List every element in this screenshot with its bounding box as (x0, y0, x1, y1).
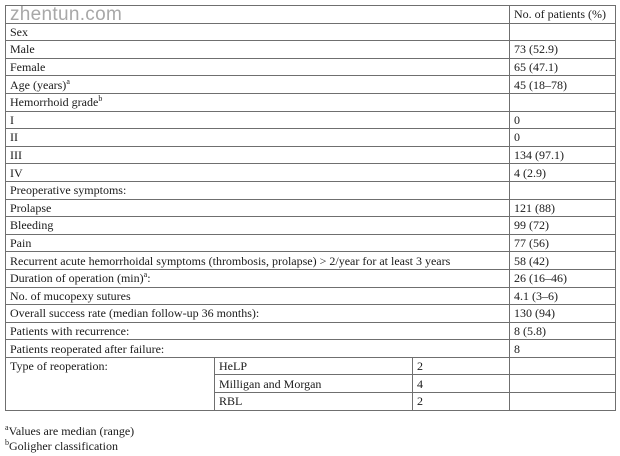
row-label: Overall success rate (median follow-up 36 months): (6, 305, 510, 323)
table-row (6, 41, 616, 59)
footnote-text: Goligher classification (9, 439, 118, 453)
row-label (6, 269, 510, 287)
row-label: III (6, 146, 510, 164)
reoperation-count: 2 (413, 357, 510, 375)
row-label: I (6, 111, 510, 129)
row-label: Patients reoperated after failure: (6, 340, 510, 358)
row-value: 8 (510, 340, 616, 358)
row-value: 77 (56) (510, 234, 616, 252)
table-row (6, 93, 616, 111)
table-row (6, 129, 616, 147)
label-text: Duration of operation (min) (10, 271, 144, 286)
footnote-text: Values are median (range) (8, 424, 135, 438)
table-row (6, 269, 616, 287)
row-value (510, 23, 616, 41)
reoperation-type: Milligan and Morgan (215, 375, 413, 393)
row-value: 58 (42) (510, 252, 616, 270)
row-value: 0 (510, 111, 616, 129)
table-header-row (6, 6, 616, 24)
empty-cell (510, 357, 616, 375)
header-value-cell: No. of patients (%) (510, 6, 616, 24)
footnote-mark: a (143, 270, 148, 280)
table-row (6, 217, 616, 235)
row-label: Patients with recurrence: (6, 322, 510, 340)
row-label (6, 76, 510, 94)
watermark: zhentun.com (10, 4, 123, 25)
footnote-mark: b (5, 438, 9, 447)
label-text: Age (years) (10, 77, 67, 92)
table-row (6, 76, 616, 94)
table-row (6, 305, 616, 323)
table-row (6, 287, 616, 305)
table-row (6, 23, 616, 41)
footnote-mark: a (66, 76, 70, 86)
reoperation-type: RBL (215, 393, 413, 411)
row-label: Preoperative symptoms: (6, 181, 510, 199)
row-value: 134 (97.1) (510, 146, 616, 164)
table-row (6, 234, 616, 252)
row-label: Pain (6, 234, 510, 252)
row-label: Male (6, 41, 510, 59)
table-row (6, 252, 616, 270)
row-label: Bleeding (6, 217, 510, 235)
table-row (6, 58, 616, 76)
table-row (6, 146, 616, 164)
patient-characteristics-table (5, 5, 616, 411)
row-value (510, 181, 616, 199)
row-value: 65 (47.1) (510, 58, 616, 76)
empty-cell (510, 393, 616, 411)
row-label: Female (6, 58, 510, 76)
row-value: 99 (72) (510, 217, 616, 235)
table-footnotes (5, 424, 134, 454)
table-row (6, 181, 616, 199)
reoperation-type: HeLP (215, 357, 413, 375)
row-label: IV (6, 164, 510, 182)
label-text: Hemorrhoid grade (10, 95, 99, 110)
reoperation-label: Type of reoperation: (6, 357, 215, 410)
row-label: No. of mucopexy sutures (6, 287, 510, 305)
footnote-a (5, 424, 134, 439)
empty-cell (510, 375, 616, 393)
row-value: 4 (2.9) (510, 164, 616, 182)
footnote-b (5, 439, 134, 454)
table-row (6, 164, 616, 182)
row-value: 121 (88) (510, 199, 616, 217)
reoperation-row (6, 357, 616, 375)
row-label: Recurrent acute hemorrhoidal symptoms (thrombosis, prolapse) > 2/year for at least 3 years (6, 252, 510, 270)
label-suffix: : (147, 271, 151, 286)
row-label (6, 93, 510, 111)
row-value: 130 (94) (510, 305, 616, 323)
footnote-mark: a (5, 423, 9, 432)
table-row (6, 111, 616, 129)
reoperation-count: 2 (413, 393, 510, 411)
table-row (6, 340, 616, 358)
row-value: 26 (16–46) (510, 269, 616, 287)
footnote-mark: b (98, 94, 103, 104)
row-label: Sex (6, 23, 510, 41)
reoperation-count: 4 (413, 375, 510, 393)
row-value (510, 93, 616, 111)
header-label-cell (6, 6, 510, 24)
row-value: 4.1 (3–6) (510, 287, 616, 305)
table-row (6, 199, 616, 217)
row-value: 45 (18–78) (510, 76, 616, 94)
table-row (6, 322, 616, 340)
row-value: 73 (52.9) (510, 41, 616, 59)
row-value: 8 (5.8) (510, 322, 616, 340)
row-value: 0 (510, 129, 616, 147)
row-label: II (6, 129, 510, 147)
row-label: Prolapse (6, 199, 510, 217)
